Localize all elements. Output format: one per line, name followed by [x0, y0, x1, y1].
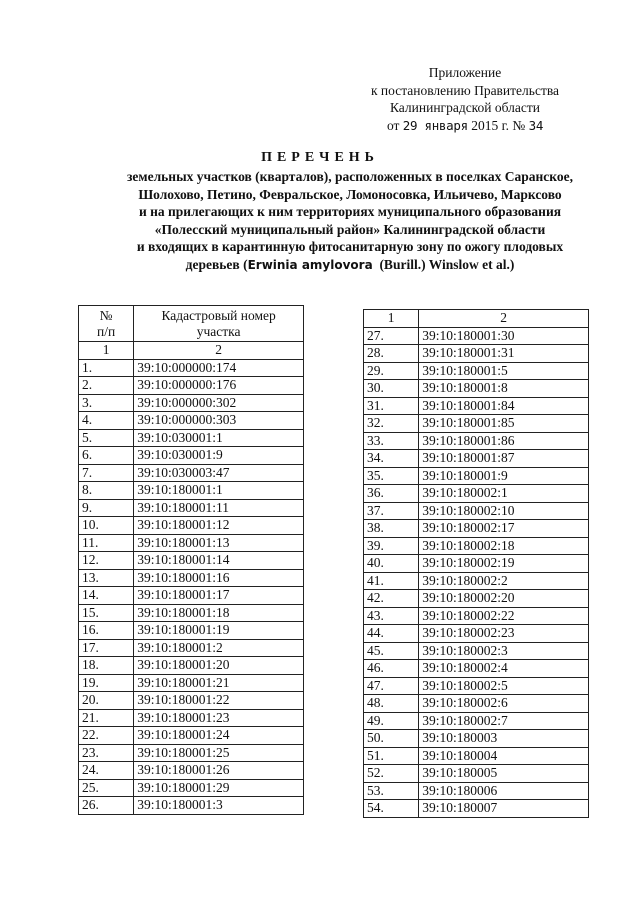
table-row [79, 797, 304, 815]
cadastral-number: 39:10:180002:4 [419, 660, 589, 678]
table-row [79, 517, 304, 535]
cadastral-number: 39:10:180007 [419, 800, 589, 818]
column-numbering-row [364, 310, 589, 328]
cadastral-number: 39:10:180001:13 [134, 534, 304, 552]
table-row [364, 502, 589, 520]
cadastral-number: 39:10:180001:8 [419, 380, 589, 398]
cadastral-number: 39:10:000000:303 [134, 412, 304, 430]
subtitle-line-6b: (Burill.) Winslow et al.) [372, 256, 515, 272]
date-prefix: от [386, 117, 400, 133]
table-row [79, 779, 304, 797]
row-number: 13. [79, 569, 134, 587]
table-row [364, 642, 589, 660]
annex-header [340, 64, 590, 134]
table-row [364, 555, 589, 573]
row-number: 54. [364, 800, 419, 818]
row-number: 47. [364, 677, 419, 695]
subtitle-line-3: и на прилегающих к ним территориях муниципального образования [138, 204, 562, 219]
table-row [364, 765, 589, 783]
row-number: 25. [79, 779, 134, 797]
cadastral-number: 39:10:000000:174 [134, 359, 304, 377]
row-number: 19. [79, 674, 134, 692]
cadastral-number: 39:10:180001:30 [419, 327, 589, 345]
cadastral-number: 39:10:000000:302 [134, 394, 304, 412]
row-number: 11. [79, 534, 134, 552]
cadastral-number: 39:10:180001:17 [134, 587, 304, 605]
cadastral-number: 39:10:180001:1 [134, 482, 304, 500]
table-row [79, 604, 304, 622]
row-number: 37. [364, 502, 419, 520]
row-number: 39. [364, 537, 419, 555]
cadastral-number: 39:10:180002:23 [419, 625, 589, 643]
row-number: 10. [79, 517, 134, 535]
table-row [79, 727, 304, 745]
row-number: 17. [79, 639, 134, 657]
cadastral-number: 39:10:180001:25 [134, 744, 304, 762]
table-row [79, 534, 304, 552]
date-year: 2015 г. [471, 117, 509, 133]
table-row [364, 450, 589, 468]
row-number: 20. [79, 692, 134, 710]
row-number: 32. [364, 415, 419, 433]
table-row [79, 429, 304, 447]
table-row [79, 464, 304, 482]
table-row [364, 712, 589, 730]
cadastral-number: 39:10:180001:18 [134, 604, 304, 622]
cadastral-number: 39:10:180001:85 [419, 415, 589, 433]
table-row [79, 447, 304, 465]
col-cadastral-header: Кадастровый номер участка [134, 306, 304, 342]
cadastral-number: 39:10:180002:19 [419, 555, 589, 573]
page-title: ПЕРЕЧЕНЬ [261, 150, 379, 165]
col-num-2: 2 [419, 310, 589, 328]
table-row [364, 695, 589, 713]
cadastral-number: 39:10:180002:18 [419, 537, 589, 555]
table-row [364, 782, 589, 800]
row-number: 29. [364, 362, 419, 380]
row-number: 2. [79, 377, 134, 395]
cadastral-number: 39:10:180002:3 [419, 642, 589, 660]
col-num-1: 1 [79, 342, 134, 360]
cadastral-number: 39:10:180001:23 [134, 709, 304, 727]
row-number: 24. [79, 762, 134, 780]
row-number: 45. [364, 642, 419, 660]
cadastral-number: 39:10:180001:21 [134, 674, 304, 692]
table-row [79, 709, 304, 727]
table-row [79, 359, 304, 377]
number-sign: № [512, 117, 526, 133]
table-row [364, 677, 589, 695]
cadastral-number: 39:10:180002:1 [419, 485, 589, 503]
table-row [79, 587, 304, 605]
row-number: 35. [364, 467, 419, 485]
row-number: 49. [364, 712, 419, 730]
annex-decree-ref: к постановлению Правительства [370, 82, 560, 98]
row-number: 40. [364, 555, 419, 573]
cadastral-number: 39:10:180001:31 [419, 345, 589, 363]
cadastral-number: 39:10:030001:9 [134, 447, 304, 465]
row-number: 7. [79, 464, 134, 482]
table-row [79, 552, 304, 570]
cadastral-number: 39:10:180001:2 [134, 639, 304, 657]
table-row [79, 412, 304, 430]
cadastral-number: 39:10:180001:22 [134, 692, 304, 710]
row-number: 42. [364, 590, 419, 608]
table-row [79, 499, 304, 517]
table-row [364, 397, 589, 415]
row-number: 3. [79, 394, 134, 412]
row-number: 43. [364, 607, 419, 625]
row-number: 38. [364, 520, 419, 538]
table-row [364, 345, 589, 363]
table-row [79, 622, 304, 640]
cadastral-number: 39:10:180001:9 [419, 467, 589, 485]
row-number: 15. [79, 604, 134, 622]
table-row [364, 625, 589, 643]
row-number: 12. [79, 552, 134, 570]
date-value: 29 января [402, 117, 468, 133]
row-number: 5. [79, 429, 134, 447]
table-row [364, 607, 589, 625]
cadastral-number: 39:10:180002:20 [419, 590, 589, 608]
cadastral-number: 39:10:030003:47 [134, 464, 304, 482]
table-row [364, 432, 589, 450]
table-row [79, 657, 304, 675]
subtitle-line-2: Шолохово, Петино, Февральское, Ломоносовка, Ильичево, Марксово [138, 186, 562, 202]
annex-date-line [340, 117, 590, 135]
cadastral-number: 39:10:180004 [419, 747, 589, 765]
table-row [79, 394, 304, 412]
row-number: 53. [364, 782, 419, 800]
table-row [364, 362, 589, 380]
table-header-row [79, 306, 304, 342]
table-row [79, 569, 304, 587]
row-number: 1. [79, 359, 134, 377]
row-number: 30. [364, 380, 419, 398]
row-number: 44. [364, 625, 419, 643]
cadastral-number: 39:10:180001:19 [134, 622, 304, 640]
cadastral-number: 39:10:000000:176 [134, 377, 304, 395]
cadastral-table-left [78, 305, 304, 815]
cadastral-number: 39:10:180001:12 [134, 517, 304, 535]
row-number: 52. [364, 765, 419, 783]
row-number: 16. [79, 622, 134, 640]
table-row [364, 660, 589, 678]
cadastral-number: 39:10:180001:3 [134, 797, 304, 815]
row-number: 26. [79, 797, 134, 815]
cadastral-number: 39:10:180001:16 [134, 569, 304, 587]
cadastral-number: 39:10:180001:87 [419, 450, 589, 468]
row-number: 46. [364, 660, 419, 678]
page-subtitle [70, 168, 630, 274]
subtitle-line-6 [70, 256, 630, 275]
table-row [364, 467, 589, 485]
table-row [79, 762, 304, 780]
row-number: 41. [364, 572, 419, 590]
col-num-2: 2 [134, 342, 304, 360]
cadastral-number: 39:10:180002:7 [419, 712, 589, 730]
cadastral-number: 39:10:180001:20 [134, 657, 304, 675]
table-row [79, 377, 304, 395]
cadastral-number: 39:10:180001:84 [419, 397, 589, 415]
table-row [79, 482, 304, 500]
subtitle-latin-name: Erwinia amylovora [247, 257, 373, 272]
row-number: 14. [79, 587, 134, 605]
annex-title: Приложение [428, 65, 502, 80]
table-row [364, 730, 589, 748]
subtitle-line-5: и входящих в карантинную фитосанитарную зону по ожогу плодовых [136, 239, 564, 254]
row-number: 9. [79, 499, 134, 517]
cadastral-number: 39:10:180001:24 [134, 727, 304, 745]
cadastral-table-right [363, 309, 589, 818]
table-row [364, 537, 589, 555]
table-row [364, 800, 589, 818]
cadastral-number: 39:10:180001:5 [419, 362, 589, 380]
cadastral-number: 39:10:030001:1 [134, 429, 304, 447]
cadastral-number: 39:10:180002:5 [419, 677, 589, 695]
cadastral-number: 39:10:180002:22 [419, 607, 589, 625]
row-number: 27. [364, 327, 419, 345]
row-number: 34. [364, 450, 419, 468]
row-number: 51. [364, 747, 419, 765]
cadastral-number: 39:10:180002:2 [419, 572, 589, 590]
decree-number: 34 [528, 117, 544, 133]
cadastral-number: 39:10:180003 [419, 730, 589, 748]
table-row [364, 327, 589, 345]
subtitle-line-4: «Полесский муниципальный район» Калининградской области [154, 221, 546, 237]
cadastral-number: 39:10:180001:26 [134, 762, 304, 780]
table-row [79, 639, 304, 657]
row-number: 33. [364, 432, 419, 450]
table-row [364, 380, 589, 398]
table-row [364, 572, 589, 590]
row-number: 48. [364, 695, 419, 713]
row-number: 21. [79, 709, 134, 727]
table-row [79, 692, 304, 710]
annex-authority: Калининградской области [389, 100, 541, 115]
cadastral-number: 39:10:180001:86 [419, 432, 589, 450]
cadastral-number: 39:10:180001:11 [134, 499, 304, 517]
cadastral-number: 39:10:180001:14 [134, 552, 304, 570]
row-number: 6. [79, 447, 134, 465]
cadastral-number: 39:10:180002:10 [419, 502, 589, 520]
row-number: 31. [364, 397, 419, 415]
cadastral-number: 39:10:180001:29 [134, 779, 304, 797]
cadastral-number: 39:10:180002:17 [419, 520, 589, 538]
row-number: 36. [364, 485, 419, 503]
col-number-header: № п/п [79, 306, 134, 342]
subtitle-line-1: земельных участков (кварталов), расположенных в поселках Саранское, [126, 169, 574, 184]
cadastral-number: 39:10:180006 [419, 782, 589, 800]
row-number: 50. [364, 730, 419, 748]
cadastral-number: 39:10:180002:6 [419, 695, 589, 713]
table-row [79, 674, 304, 692]
row-number: 22. [79, 727, 134, 745]
cadastral-number: 39:10:180005 [419, 765, 589, 783]
col-num-1: 1 [364, 310, 419, 328]
row-number: 4. [79, 412, 134, 430]
table-row [364, 415, 589, 433]
subtitle-line-6a: деревьев ( [185, 256, 248, 272]
table-row [364, 590, 589, 608]
table-row [364, 747, 589, 765]
row-number: 23. [79, 744, 134, 762]
table-row [364, 520, 589, 538]
table-row [364, 485, 589, 503]
row-number: 18. [79, 657, 134, 675]
table-row [79, 744, 304, 762]
row-number: 28. [364, 345, 419, 363]
column-numbering-row [79, 342, 304, 360]
row-number: 8. [79, 482, 134, 500]
